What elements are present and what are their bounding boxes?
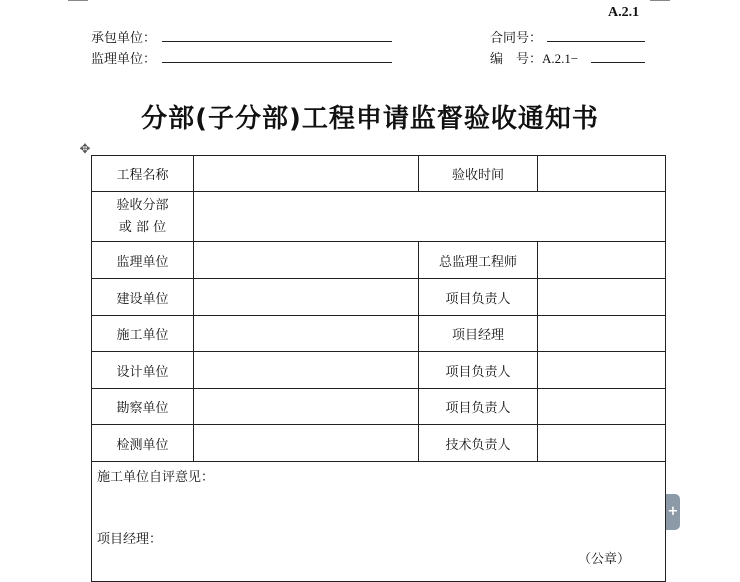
row-value-left[interactable]	[194, 425, 419, 462]
contract-no-label: 合同号：	[490, 31, 543, 46]
row-label-right: 项目负责人	[419, 279, 538, 316]
row-label-left: 建设单位	[92, 279, 194, 316]
table-row	[92, 389, 666, 425]
row-label-right: 项目经理	[419, 316, 538, 352]
supervisor-line[interactable]	[162, 48, 392, 63]
supervisor-field	[91, 48, 156, 67]
corner-mark-right	[650, 0, 670, 1]
row-value-right[interactable]	[538, 316, 666, 352]
contractor-label: 承包单位：	[91, 31, 157, 46]
inspection-form-table	[91, 155, 666, 582]
contract-no-line[interactable]	[547, 27, 645, 42]
inspection-part-cell[interactable]	[194, 192, 666, 242]
project-name-label: 工程名称	[92, 156, 194, 192]
table-row	[92, 425, 666, 462]
row-value-left[interactable]	[194, 242, 419, 279]
row-value-left[interactable]	[194, 389, 419, 425]
row-label-left: 监理单位	[92, 242, 194, 279]
row-label-left: 设计单位	[92, 352, 194, 389]
row-label-left: 检测单位	[92, 425, 194, 462]
row-value-right[interactable]	[538, 279, 666, 316]
document-title: 分部(子分部)工程申请监督验收通知书	[141, 104, 599, 134]
serial-field	[490, 48, 578, 67]
serial-label: 编 号：	[490, 52, 543, 67]
corner-mark-left	[68, 0, 88, 1]
table-row	[92, 242, 666, 279]
supervisor-label: 监理单位：	[91, 52, 157, 67]
table-row	[92, 156, 666, 192]
project-manager-label: 项目经理：	[97, 532, 163, 547]
table-row	[92, 462, 666, 582]
inspection-part-label	[92, 192, 194, 242]
table-row	[92, 316, 666, 352]
row-value-right[interactable]	[538, 425, 666, 462]
row-value-left[interactable]	[194, 316, 419, 352]
seal-label: （公章）	[578, 552, 631, 567]
row-value-right[interactable]	[538, 389, 666, 425]
plus-icon[interactable]: +	[666, 494, 680, 530]
row-label-right: 项目负责人	[419, 389, 538, 425]
self-evaluation-heading: 施工单位自评意见：	[97, 470, 215, 485]
row-label-left: 施工单位	[92, 316, 194, 352]
row-value-right[interactable]	[538, 352, 666, 389]
project-name-cell[interactable]	[194, 156, 419, 192]
row-label-right: 技术负责人	[419, 425, 538, 462]
row-label-right: 总监理工程师	[419, 242, 538, 279]
row-value-left[interactable]	[194, 279, 419, 316]
table-row	[92, 279, 666, 316]
inspection-part-label-line1: 验收分部	[116, 197, 169, 213]
contractor-line[interactable]	[162, 27, 392, 42]
inspection-time-label: 验收时间	[419, 156, 538, 192]
row-value-left[interactable]	[194, 352, 419, 389]
row-label-left: 勘察单位	[92, 389, 194, 425]
row-value-right[interactable]	[538, 242, 666, 279]
contract-no-field	[490, 27, 542, 46]
serial-prefix: A.2.1−	[542, 51, 579, 66]
contractor-field	[91, 27, 156, 46]
table-row	[92, 352, 666, 389]
table-row	[92, 192, 666, 242]
inspection-part-label-line2: 或 部 位	[118, 219, 167, 235]
move-icon[interactable]: ✥	[79, 142, 91, 157]
row-label-right: 项目负责人	[419, 352, 538, 389]
serial-line[interactable]	[591, 48, 645, 63]
inspection-time-cell[interactable]	[538, 156, 666, 192]
form-code: A.2.1	[608, 5, 640, 20]
self-evaluation-cell[interactable]	[92, 462, 666, 582]
